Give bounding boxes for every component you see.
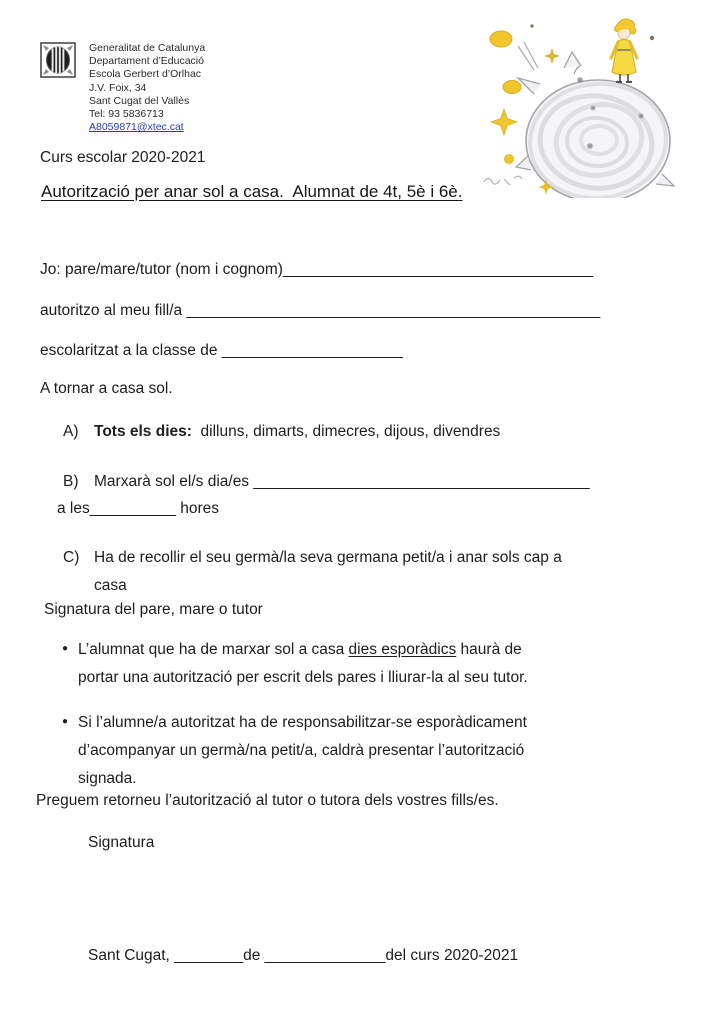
email-link[interactable]: A8059871@xtec.cat [89, 121, 184, 134]
letterhead-text [89, 42, 205, 134]
class-line: escolaritzat a la classe de _____________________ [40, 342, 403, 359]
option-c-label: C) [63, 549, 80, 566]
phone-line: Tel: 93 5836713 [89, 108, 164, 121]
option-a-text [94, 418, 500, 446]
bullet-sporadic-days [62, 636, 543, 692]
bullet-sibling-responsibility [62, 709, 543, 793]
parent-name-line: Jo: pare/mare/tutor (nom i cognom)____________________________________ [40, 261, 594, 278]
return-authorization-note: Preguem retorneu l’autorització al tutor o tutora dels vostres fills/es. [36, 792, 499, 809]
artist-signature [484, 176, 522, 185]
option-a-bold: Tots els dies: [94, 423, 192, 440]
address-line: J.V. Foix, 34 [89, 81, 147, 94]
bullet-icon: ● [62, 716, 69, 727]
signature-label: Signatura [88, 834, 155, 851]
option-c [63, 544, 574, 600]
course-year-line: Curs escolar 2020-2021 [40, 149, 206, 166]
city-line: Sant Cugat del Vallès [89, 94, 190, 107]
bullet-icon: ● [62, 643, 69, 654]
return-home-line: A tornar a casa sol. [40, 380, 173, 397]
option-a-days: dilluns, dimarts, dimecres, dijous, divendres [191, 423, 501, 440]
option-a [63, 418, 500, 446]
bullet-sibling-text: Si l’alumne/a autoritzat ha de responsabilitzar-se esporàdicament d’acompanyar un germà/na petit/a, caldrà presentar l’autorització signada. [78, 714, 532, 787]
little-prince-figure [611, 19, 637, 82]
document-title: Autorització per anar sol a casa. Alumnat de 4t, 5è i 6è. [41, 182, 463, 201]
school-line: Escola Gerbert d’Orlhac [89, 68, 202, 81]
generalitat-seal-logo [40, 42, 76, 78]
bullet-text-underlined: dies esporàdics [348, 641, 457, 658]
option-b-label: B) [63, 473, 79, 490]
little-prince-illustration [468, 8, 700, 198]
parent-signature-note: Signatura del pare, mare o tutor [44, 601, 263, 618]
bullet-text-post: haurà de portar una autorització per escrit dels pares i lliurar-la al seu tutor. [78, 641, 528, 686]
org-line: Generalitat de Catalunya [89, 42, 206, 54]
date-line: Sant Cugat, ________de ______________del curs 2020-2021 [88, 947, 519, 964]
bullet-text-pre: L’alumnat que ha de marxar sol a casa [78, 641, 349, 658]
option-b-time-line: a les__________ hores [57, 500, 220, 517]
child-name-line: autoritzo al meu fill/a ________________________________________________ [40, 302, 601, 319]
option-c-text: Ha de recollir el seu germà/la seva germana petit/a i anar sols cap a casa [94, 549, 562, 594]
bullet-sporadic-text [78, 636, 543, 692]
letterhead [40, 42, 205, 134]
option-b [63, 468, 590, 496]
option-b-text: Marxarà sol el/s dia/es _______________________________________ [94, 473, 590, 490]
dept-line: Departament d’Educació [89, 55, 204, 68]
option-a-label: A) [63, 423, 79, 440]
